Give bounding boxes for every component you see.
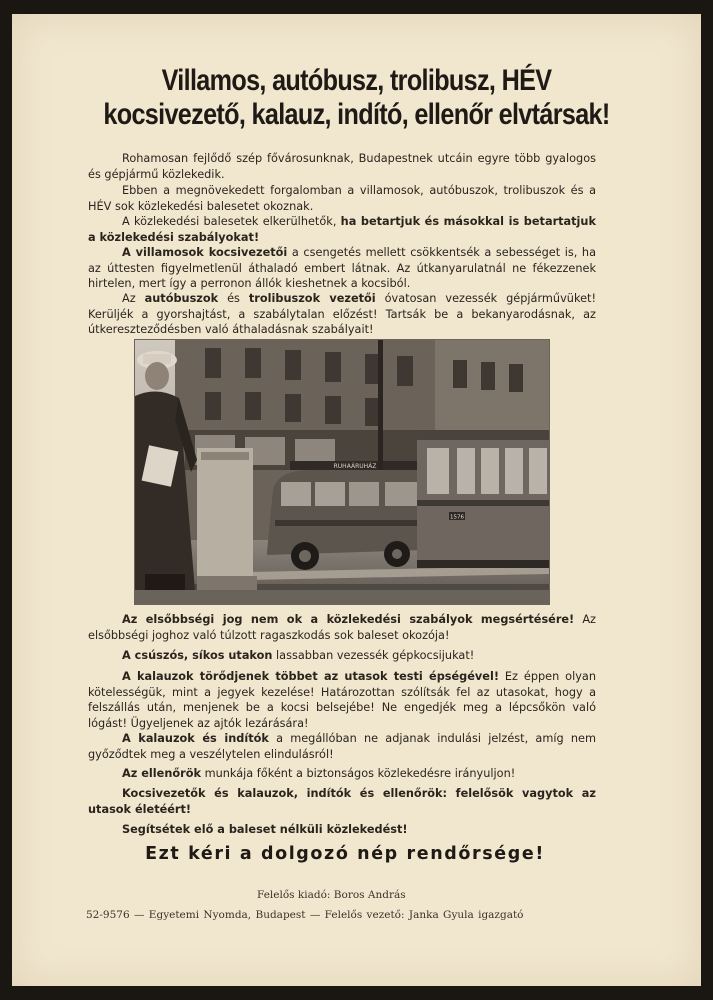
headline-line-2: kocsivezető, kalauz, indító, ellenőr elvtársak! bbox=[103, 98, 610, 131]
rules-paragraph-1: Az elsőbbségi jog nem ok a közlekedési szabályok megsértésére! Az elsőbbségi joghoz való túlzott ragaszkodás sok baleset okozója! bbox=[88, 613, 596, 642]
headline-line-1: Villamos, autóbusz, trolibusz, HÉV bbox=[161, 64, 552, 97]
printer-line: 52-9576 — Egyetemi Nyomda, Budapest — Felelős vezető: Janka Gyula igazgató bbox=[86, 909, 524, 921]
rules-paragraph-7: Segítsétek elő a baleset nélküli közlekedést! bbox=[122, 823, 408, 836]
street-photo bbox=[134, 339, 550, 605]
publisher-line: Felelős kiadó: Boros András bbox=[257, 889, 406, 901]
tram-number-plate: 1576 bbox=[450, 514, 464, 521]
intro-paragraph-4: A villamosok kocsivezetői a csengetés mellett csökkentsék a sebességet is, ha az úttesten figyelmetlenül áthaladó embert látnak. Az útkanyarulatnál ne fékezzenek hirtelen, mert így a perronon állók kieshetnek a kocsiból. bbox=[88, 246, 596, 290]
intro-paragraph-5: Az autóbuszok és trolibuszok vezetői óvatosan vezessék gépjárművüket! Kerüljék a gyorshajtást, a szabálytalan előzést! Tartsák be a bekanyarodásnak, az útkereszteződésben való áthaladásnak szabályait! bbox=[88, 292, 596, 336]
rules-paragraph-5: Az ellenőrök munkája főként a biztonságos közlekedésre irányuljon! bbox=[122, 767, 516, 780]
poster-sheet bbox=[12, 14, 701, 986]
rules-paragraph-4: A kalauzok és indítók a megállóban ne adjanak indulási jelzést, amíg nem győződtek meg a veszélytelen elindulásról! bbox=[88, 732, 596, 761]
intro-paragraph-3: A közlekedési balesetek elkerülhetők, ha betartjuk és másokkal is betartatjuk a közlekedési szabályokat! bbox=[88, 215, 596, 244]
tram-illustration bbox=[417, 430, 549, 568]
rules-paragraph-6: Kocsivezetők és kalauzok, indítók és ellenőrök: felelősök vagytok az utasok életéért! bbox=[88, 787, 596, 816]
rules-paragraph-2: A csúszós, síkos utakon lassabban vezessék gépkocsijukat! bbox=[122, 649, 475, 662]
closing-slogan: Ezt kéri a dolgozó nép rendőrsége! bbox=[145, 844, 545, 864]
intro-paragraph-1: Rohamosan fejlődő szép fővárosunknak, Budapestnek utcáin egyre több gyalogos és gépjármű közlekedik. bbox=[88, 152, 596, 181]
shop-sign-text: RUHAÁRUHÁZ bbox=[333, 463, 377, 470]
intro-paragraph-2: Ebben a megnövekedett forgalomban a villamosok, autóbuszok, trolibuszok és a HÉV sok közlekedési balesetet okoznak. bbox=[88, 184, 596, 213]
rules-paragraph-3: A kalauzok törődjenek többet az utasok testi épségével! Ez éppen olyan kötelességük, mint a jegyek kezelése! Határozottan szólítsák fel az utasokat, hogy a felszállás után, menjenek be a kocsi belsejébe! Ne engedjék meg a lépcsőkön való lógást! Ügyeljenek az ajtók lezárására! bbox=[88, 670, 596, 730]
